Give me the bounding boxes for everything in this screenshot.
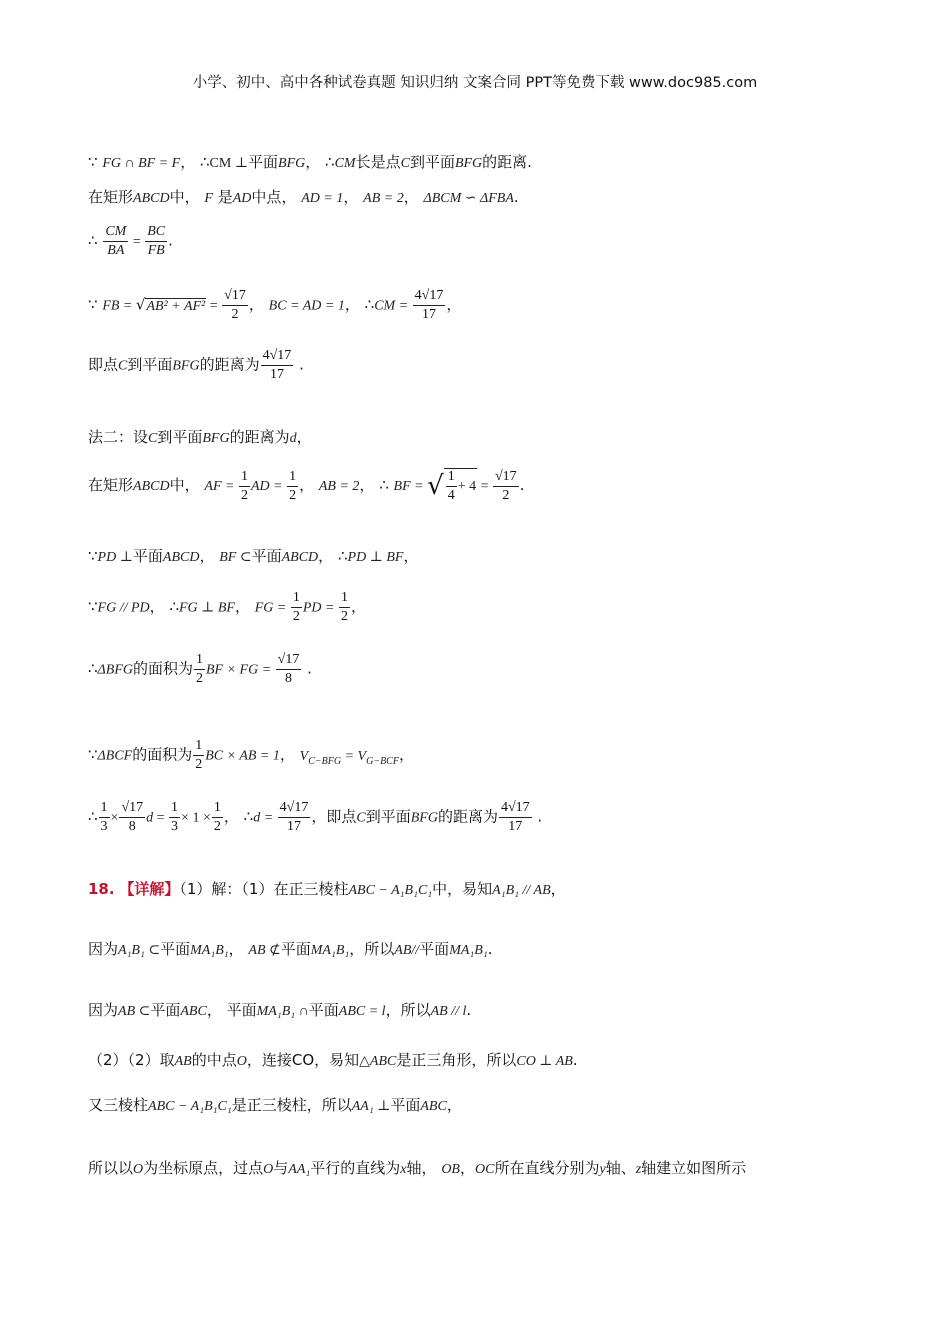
text: 轴、: [605, 1159, 636, 1177]
text: ，所以: [385, 1001, 431, 1019]
math: ABCD: [162, 550, 200, 565]
line-8: [88, 549, 418, 565]
text: （2）（2）取: [88, 1051, 175, 1069]
fraction: [499, 800, 532, 835]
text: ，: [206, 1001, 222, 1019]
math: ΔBCF: [97, 748, 133, 764]
numerator: 1: [194, 652, 205, 670]
text: 平面: [226, 1001, 257, 1019]
math: AB//: [394, 943, 420, 958]
text: ，所以: [349, 940, 395, 958]
text: ，: [403, 188, 419, 206]
fraction: [222, 288, 248, 323]
text: 是正三角形，所以: [396, 1051, 517, 1069]
fraction: [278, 800, 311, 835]
math: =: [206, 298, 222, 314]
math: ΔBFG: [97, 662, 133, 678]
numerator: 4√17: [278, 800, 311, 818]
text: 中，易知: [432, 880, 493, 898]
math: AA₁ ⊥: [351, 1099, 391, 1114]
numerator: √17: [222, 288, 248, 306]
therefore-symbol: ∴: [200, 153, 210, 171]
detail-label: 【详解】: [119, 880, 180, 898]
math: BC = AD = 1: [268, 298, 345, 314]
sqrt-icon: √: [427, 471, 444, 502]
math: ABC: [420, 1099, 447, 1114]
math: ABCD: [133, 191, 170, 206]
text: ，: [398, 745, 414, 764]
text: ，连接CO，易知: [246, 1051, 360, 1069]
therefore-symbol: ∴: [88, 659, 98, 678]
text: ，: [180, 153, 196, 171]
math: C: [400, 156, 410, 171]
therefore-symbol: ∴: [325, 153, 335, 171]
fraction: [194, 652, 205, 687]
math: F: [204, 191, 213, 206]
text: ，: [550, 880, 566, 898]
numerator: 1: [212, 800, 223, 818]
text: 平面: [132, 547, 163, 565]
fraction: [493, 469, 519, 504]
math: OC: [475, 1162, 495, 1177]
text: .: [307, 659, 312, 678]
line-3: [88, 224, 173, 259]
text: 所在直线分别为: [494, 1159, 600, 1177]
numerator: 1: [287, 469, 298, 487]
math: CM ⊥: [209, 156, 248, 171]
text: 中: [169, 476, 185, 495]
line-2: [88, 190, 519, 206]
denominator: BA: [107, 243, 125, 259]
math: CM =: [374, 298, 412, 314]
math: d: [146, 810, 154, 826]
line-12: [88, 800, 542, 835]
text: ，: [199, 547, 215, 565]
volume-symbol: = V: [341, 748, 367, 764]
math: AB = 2: [318, 479, 360, 495]
problem-number: 18.: [88, 880, 115, 898]
text: ，: [149, 597, 165, 616]
math: ABCD: [281, 550, 319, 565]
therefore-symbol: ∴: [243, 807, 254, 826]
math: AB² + AF²: [146, 298, 206, 314]
fraction: [99, 800, 110, 835]
therefore-symbol: ∴: [88, 807, 98, 826]
problem-18-line-6: [88, 1161, 746, 1177]
subscript: G−BCF: [366, 755, 399, 767]
math: FG ⊥ BF: [179, 600, 235, 616]
numerator: CM: [103, 224, 128, 242]
math: C: [356, 810, 366, 826]
denominator: FB: [147, 243, 165, 259]
fraction: [287, 469, 298, 504]
line-1: [88, 155, 532, 171]
denominator: 2: [240, 487, 248, 503]
text: ，: [350, 597, 366, 616]
text: 平面: [308, 1001, 339, 1019]
text: 轴，: [406, 1159, 437, 1177]
text: ，: [344, 295, 360, 314]
text: .: [168, 231, 173, 250]
numerator: 4√17: [413, 288, 446, 306]
text: 长是点: [355, 153, 401, 171]
text: 所以以: [88, 1159, 134, 1177]
line-10: [88, 652, 312, 687]
math: d =: [253, 810, 277, 826]
denominator: 2: [340, 609, 348, 625]
numerator: 1: [169, 800, 180, 818]
fraction: [413, 288, 446, 323]
math: O: [263, 1162, 274, 1177]
text: 轴建立如图所示: [641, 1159, 747, 1177]
fraction: [212, 800, 223, 835]
math: d: [289, 431, 297, 446]
text: ，: [279, 745, 295, 764]
denominator: 17: [269, 367, 284, 383]
text: 的面积为: [132, 745, 193, 764]
text: ，: [184, 476, 200, 495]
text: 又三棱柱: [88, 1096, 149, 1114]
math: ABC: [180, 1004, 207, 1019]
math: BFG: [410, 810, 438, 826]
math: ABCD: [133, 479, 170, 495]
text: ，: [446, 295, 462, 314]
math: A₁B₁ ⊂: [118, 943, 161, 958]
math: AD =: [250, 479, 287, 495]
text: 在矩形: [88, 188, 134, 206]
math: BF ⊂: [219, 550, 252, 565]
denominator: 2: [195, 757, 203, 773]
math: =: [153, 810, 169, 826]
text: 到平面: [127, 355, 173, 374]
text: 因为: [88, 940, 119, 958]
denominator: 17: [421, 307, 436, 323]
math: MA₁B₁: [190, 943, 229, 958]
text: 为坐标原点，过点: [143, 1159, 264, 1177]
text: ，: [403, 547, 419, 565]
text: .: [519, 476, 525, 495]
sqrt-icon: √: [135, 295, 146, 314]
math: AD = 1: [301, 191, 344, 206]
text: 的距离为: [199, 355, 260, 374]
text: 平面: [160, 940, 191, 958]
text: 中点: [251, 188, 282, 206]
text: ，: [311, 807, 327, 826]
math: MA₁B₁: [449, 943, 488, 958]
denominator: 4: [447, 488, 455, 504]
because-symbol: ∵: [88, 597, 98, 616]
line-7: [88, 468, 524, 504]
text: ，: [296, 428, 312, 446]
text: 平面: [150, 1001, 181, 1019]
text: 平面: [390, 1096, 421, 1114]
numerator: 1: [339, 590, 350, 608]
math: AB // l: [430, 1004, 467, 1019]
line-5: [88, 348, 304, 383]
math: CO ⊥ AB: [516, 1054, 573, 1069]
line-11: [88, 738, 414, 773]
denominator: 17: [508, 819, 523, 835]
denominator: 2: [213, 819, 221, 835]
math: AB: [174, 1054, 192, 1069]
math: + 4: [457, 478, 477, 494]
math: × 1 ×: [181, 810, 211, 826]
text: 到平面: [409, 153, 455, 171]
math: CM: [334, 156, 356, 171]
math: PD ⊥ BF: [347, 550, 404, 565]
text: ，: [305, 153, 321, 171]
text: 的距离为: [229, 428, 290, 446]
math: BFG: [202, 431, 230, 446]
numerator: BC: [145, 224, 167, 242]
numerator: √17: [493, 469, 519, 487]
math: BF × FG =: [206, 662, 275, 678]
denominator: 8: [285, 671, 293, 687]
text: ，: [343, 188, 359, 206]
text: 平面: [419, 940, 450, 958]
therefore-symbol: ∴: [379, 476, 389, 495]
text: 的中点: [191, 1051, 237, 1069]
subscript: C−BFG: [308, 755, 342, 767]
numerator: 1: [291, 590, 302, 608]
text: 到平面: [157, 428, 203, 446]
problem-18-line-2: [88, 942, 492, 958]
math: =: [129, 234, 145, 250]
text: .: [572, 1051, 578, 1069]
fraction: [291, 590, 302, 625]
numerator: 1: [446, 469, 457, 487]
math: =: [477, 479, 492, 495]
fraction: [145, 224, 167, 259]
text: 因为: [88, 1001, 119, 1019]
text: 的面积为: [132, 659, 193, 678]
math: AD: [232, 191, 252, 206]
because-symbol: ∵: [88, 153, 98, 171]
math: ×: [110, 810, 119, 826]
text: ，: [459, 1159, 475, 1177]
fraction: [339, 590, 350, 625]
math: PD ⊥: [97, 550, 133, 565]
math: A₁B₁ // AB: [492, 883, 551, 898]
math: ABC − A₁B₁C₁: [348, 883, 433, 898]
text: 中: [169, 188, 185, 206]
numerator: 4√17: [499, 800, 532, 818]
text: 与: [273, 1159, 289, 1177]
denominator: 8: [128, 819, 136, 835]
text: 即点: [326, 807, 357, 826]
math: AB ⊄: [248, 943, 281, 958]
math: ΔBCM ∽ ΔFBA: [423, 191, 514, 206]
fraction: [169, 800, 180, 835]
text: ，: [281, 188, 297, 206]
math: BFG: [278, 156, 306, 171]
math: BFG: [172, 358, 200, 374]
denominator: 17: [286, 819, 301, 835]
denominator: 2: [231, 307, 239, 323]
text: .: [466, 1001, 472, 1019]
text: 的距离.: [482, 153, 532, 171]
text: .: [537, 807, 543, 826]
problem-18-line-3: [88, 1003, 471, 1019]
fraction: [446, 469, 457, 504]
math: AF =: [204, 479, 238, 495]
text: ，: [223, 807, 239, 826]
math: C: [118, 358, 128, 374]
math: y: [599, 1162, 606, 1177]
denominator: 3: [171, 819, 179, 835]
math: [299, 748, 399, 767]
because-symbol: ∵: [88, 745, 98, 764]
problem-18-line-4: [88, 1053, 578, 1069]
text: 平面: [280, 940, 311, 958]
numerator: 1: [99, 800, 110, 818]
line-9: [88, 590, 366, 625]
problem-18-line-1: [88, 882, 566, 898]
math: FB =: [102, 298, 136, 314]
therefore-symbol: ∴: [88, 231, 98, 250]
math: FG =: [254, 600, 290, 616]
math: C: [148, 431, 158, 446]
line-6: [88, 430, 312, 446]
numerator: 1: [193, 738, 204, 756]
math: BC × AB = 1: [205, 748, 280, 764]
page-header: 小学、初中、高中各种试卷真题 知识归纳 文案合同 PPT等免费下载 www.doc985.com: [192, 75, 758, 91]
text: ，: [248, 295, 264, 314]
denominator: 2: [502, 487, 510, 503]
line-4: [88, 288, 461, 323]
text: （1）解：（1）在正三棱柱: [179, 880, 349, 898]
text: ，: [299, 476, 315, 495]
text: ，: [184, 188, 200, 206]
math: MA₁B₁ ∩: [256, 1004, 309, 1019]
text: 平行的直线为: [310, 1159, 401, 1177]
math: FG ∩ BF = F: [102, 156, 181, 171]
math: ABC = l: [338, 1004, 386, 1019]
fraction: [261, 348, 294, 383]
text: 平面: [248, 153, 279, 171]
therefore-symbol: ∴: [364, 295, 375, 314]
fraction: [276, 652, 302, 687]
text: ，: [318, 547, 334, 565]
math: OB: [441, 1162, 460, 1177]
text: 平面: [251, 547, 282, 565]
text: ，: [234, 597, 250, 616]
text: 在矩形: [88, 476, 134, 495]
text: 到平面: [365, 807, 411, 826]
math: AB ⊂: [118, 1004, 151, 1019]
denominator: 3: [100, 819, 108, 835]
denominator: 2: [196, 671, 203, 687]
denominator: 2: [289, 487, 297, 503]
math: AA₁: [288, 1162, 311, 1177]
math: BFG: [454, 156, 483, 171]
math: BF =: [393, 479, 428, 495]
text: 法二：设: [88, 428, 149, 446]
text: .: [513, 188, 519, 206]
text: ，: [228, 940, 244, 958]
text: ，: [446, 1096, 462, 1114]
math: PD =: [302, 600, 338, 616]
math: ABC − A₁B₁C₁: [148, 1099, 232, 1114]
because-symbol: ∵: [88, 295, 98, 314]
fraction: [103, 224, 128, 259]
math: MA₁B₁: [310, 943, 350, 958]
therefore-symbol: ∴: [337, 547, 348, 565]
fraction: [239, 469, 250, 504]
fraction: [119, 800, 145, 835]
fraction: [193, 738, 204, 773]
because-symbol: ∵: [88, 547, 98, 565]
text: 即点: [88, 355, 119, 374]
math: x: [400, 1162, 407, 1177]
math: AB = 2: [363, 191, 404, 206]
denominator: 2: [292, 609, 300, 625]
text: .: [299, 355, 304, 374]
volume-symbol: V: [299, 748, 309, 764]
math: O: [133, 1162, 144, 1177]
therefore-symbol: ∴: [169, 597, 179, 616]
numerator: √17: [119, 800, 145, 818]
text: ，: [359, 476, 375, 495]
numerator: √17: [276, 652, 302, 670]
numerator: 1: [239, 469, 250, 487]
math: FG // PD: [97, 600, 150, 616]
text: 是: [217, 188, 233, 206]
numerator: 4√17: [261, 348, 294, 366]
text: .: [487, 940, 493, 958]
math: z: [635, 1162, 642, 1177]
math: O: [236, 1054, 247, 1069]
problem-18-line-5: [88, 1098, 462, 1114]
text: 是正三棱柱，所以: [231, 1096, 352, 1114]
math: △ABC: [359, 1054, 397, 1069]
text: 的距离为: [437, 807, 498, 826]
radicand: [444, 468, 477, 504]
